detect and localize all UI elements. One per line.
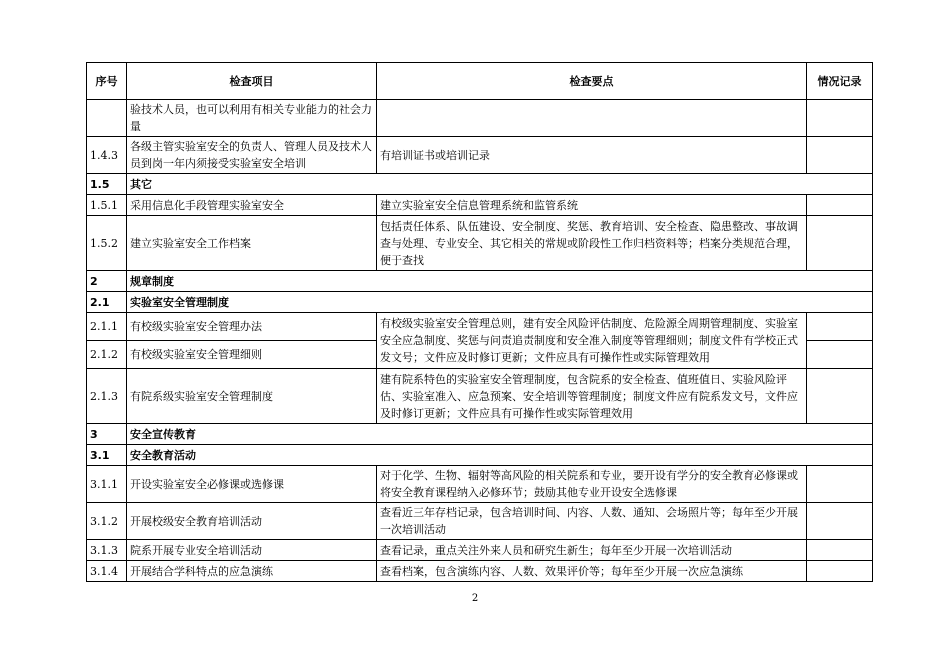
row-points bbox=[377, 100, 807, 137]
table-row bbox=[87, 137, 873, 174]
section-row bbox=[87, 174, 873, 195]
section-row bbox=[87, 424, 873, 445]
row-points: 查看记录，重点关注外来人员和研究生新生；每年至少开展一次培训活动 bbox=[377, 540, 807, 561]
section-row bbox=[87, 445, 873, 466]
row-record bbox=[807, 216, 873, 271]
row-record bbox=[807, 195, 873, 216]
row-seq: 1.5.1 bbox=[87, 195, 127, 216]
table-row bbox=[87, 503, 873, 540]
header-seq: 序号 bbox=[87, 63, 127, 100]
row-item: 有校级实验室安全管理办法 bbox=[127, 313, 377, 341]
row-seq: 3.1.3 bbox=[87, 540, 127, 561]
row-record bbox=[807, 561, 873, 582]
row-item: 院系开展专业安全培训活动 bbox=[127, 540, 377, 561]
section-title: 实验室安全管理制度 bbox=[127, 292, 873, 313]
section-title: 安全宣传教育 bbox=[127, 424, 873, 445]
row-record bbox=[807, 503, 873, 540]
row-item: 开展结合学科特点的应急演练 bbox=[127, 561, 377, 582]
header-item: 检查项目 bbox=[127, 63, 377, 100]
row-points: 包括责任体系、队伍建设、安全制度、奖惩、教育培训、安全检查、隐患整改、事故调查与处理、专业安全、其它相关的常规或阶段性工作归档资料等；档案分类规范合理，便于查找 bbox=[377, 216, 807, 271]
row-item: 建立实验室安全工作档案 bbox=[127, 216, 377, 271]
section-row bbox=[87, 271, 873, 292]
row-item: 采用信息化手段管理实验室安全 bbox=[127, 195, 377, 216]
table-row bbox=[87, 100, 873, 137]
row-record bbox=[807, 341, 873, 369]
row-item: 各级主管实验室安全的负责人、管理人员及技术人员到岗一年内须接受实验室安全培训 bbox=[127, 137, 377, 174]
row-record bbox=[807, 100, 873, 137]
row-record bbox=[807, 369, 873, 424]
row-points: 建立实验室安全信息管理系统和监管系统 bbox=[377, 195, 807, 216]
table-row bbox=[87, 369, 873, 424]
row-seq: 2.1.1 bbox=[87, 313, 127, 341]
row-seq: 2.1.3 bbox=[87, 369, 127, 424]
row-item: 验技术人员，也可以利用有相关专业能力的社会力量 bbox=[127, 100, 377, 137]
row-seq: 3.1.1 bbox=[87, 466, 127, 503]
row-seq: 3.1 bbox=[87, 445, 127, 466]
row-seq: 2.1.2 bbox=[87, 341, 127, 369]
row-seq: 1.5 bbox=[87, 174, 127, 195]
header-points: 检查要点 bbox=[377, 63, 807, 100]
row-seq: 2 bbox=[87, 271, 127, 292]
table-row bbox=[87, 466, 873, 503]
table-row bbox=[87, 561, 873, 582]
row-seq: 3 bbox=[87, 424, 127, 445]
row-seq bbox=[87, 100, 127, 137]
row-points: 有校级实验室安全管理总则，建有安全风险评估制度、危险源全周期管理制度、实验室安全应急制度、奖惩与问责追责制度和安全准入制度等管理细则；制度文件有学校正式发文号；文件应及时修订更新；文件应具有可操作性或实际管理效用 bbox=[377, 313, 807, 369]
row-points: 有培训证书或培训记录 bbox=[377, 137, 807, 174]
row-record bbox=[807, 466, 873, 503]
row-seq: 3.1.2 bbox=[87, 503, 127, 540]
table-row bbox=[87, 540, 873, 561]
row-seq: 1.4.3 bbox=[87, 137, 127, 174]
page-number: 2 bbox=[471, 593, 479, 604]
inspection-table bbox=[86, 62, 873, 582]
row-record bbox=[807, 137, 873, 174]
row-points: 查看近三年存档记录，包含培训时间、内容、人数、通知、会场照片等；每年至少开展一次培训活动 bbox=[377, 503, 807, 540]
row-seq: 3.1.4 bbox=[87, 561, 127, 582]
header-record: 情况记录 bbox=[807, 63, 873, 100]
section-row bbox=[87, 292, 873, 313]
row-item: 开设实验室安全必修课或选修课 bbox=[127, 466, 377, 503]
row-seq: 1.5.2 bbox=[87, 216, 127, 271]
section-title: 规章制度 bbox=[127, 271, 873, 292]
row-points: 查看档案，包含演练内容、人数、效果评价等；每年至少开展一次应急演练 bbox=[377, 561, 807, 582]
row-item: 有院系级实验室安全管理制度 bbox=[127, 369, 377, 424]
section-title: 其它 bbox=[127, 174, 873, 195]
row-record bbox=[807, 313, 873, 341]
row-item: 有校级实验室安全管理细则 bbox=[127, 341, 377, 369]
row-record bbox=[807, 540, 873, 561]
table-row bbox=[87, 195, 873, 216]
row-item: 开展校级安全教育培训活动 bbox=[127, 503, 377, 540]
table-row bbox=[87, 216, 873, 271]
row-points: 建有院系特色的实验室安全管理制度，包含院系的安全检查、值班值日、实验风险评估、实验室准入、应急预案、安全培训等管理制度；制度文件应有院系发文号，文件应及时修订更新；文件应具有可操作性或实际管理效用 bbox=[377, 369, 807, 424]
table-row bbox=[87, 313, 873, 341]
row-seq: 2.1 bbox=[87, 292, 127, 313]
section-title: 安全教育活动 bbox=[127, 445, 873, 466]
header-row bbox=[87, 63, 873, 100]
row-points: 对于化学、生物、辐射等高风险的相关院系和专业，要开设有学分的安全教育必修课或将安全教育课程纳入必修环节；鼓励其他专业开设安全选修课 bbox=[377, 466, 807, 503]
